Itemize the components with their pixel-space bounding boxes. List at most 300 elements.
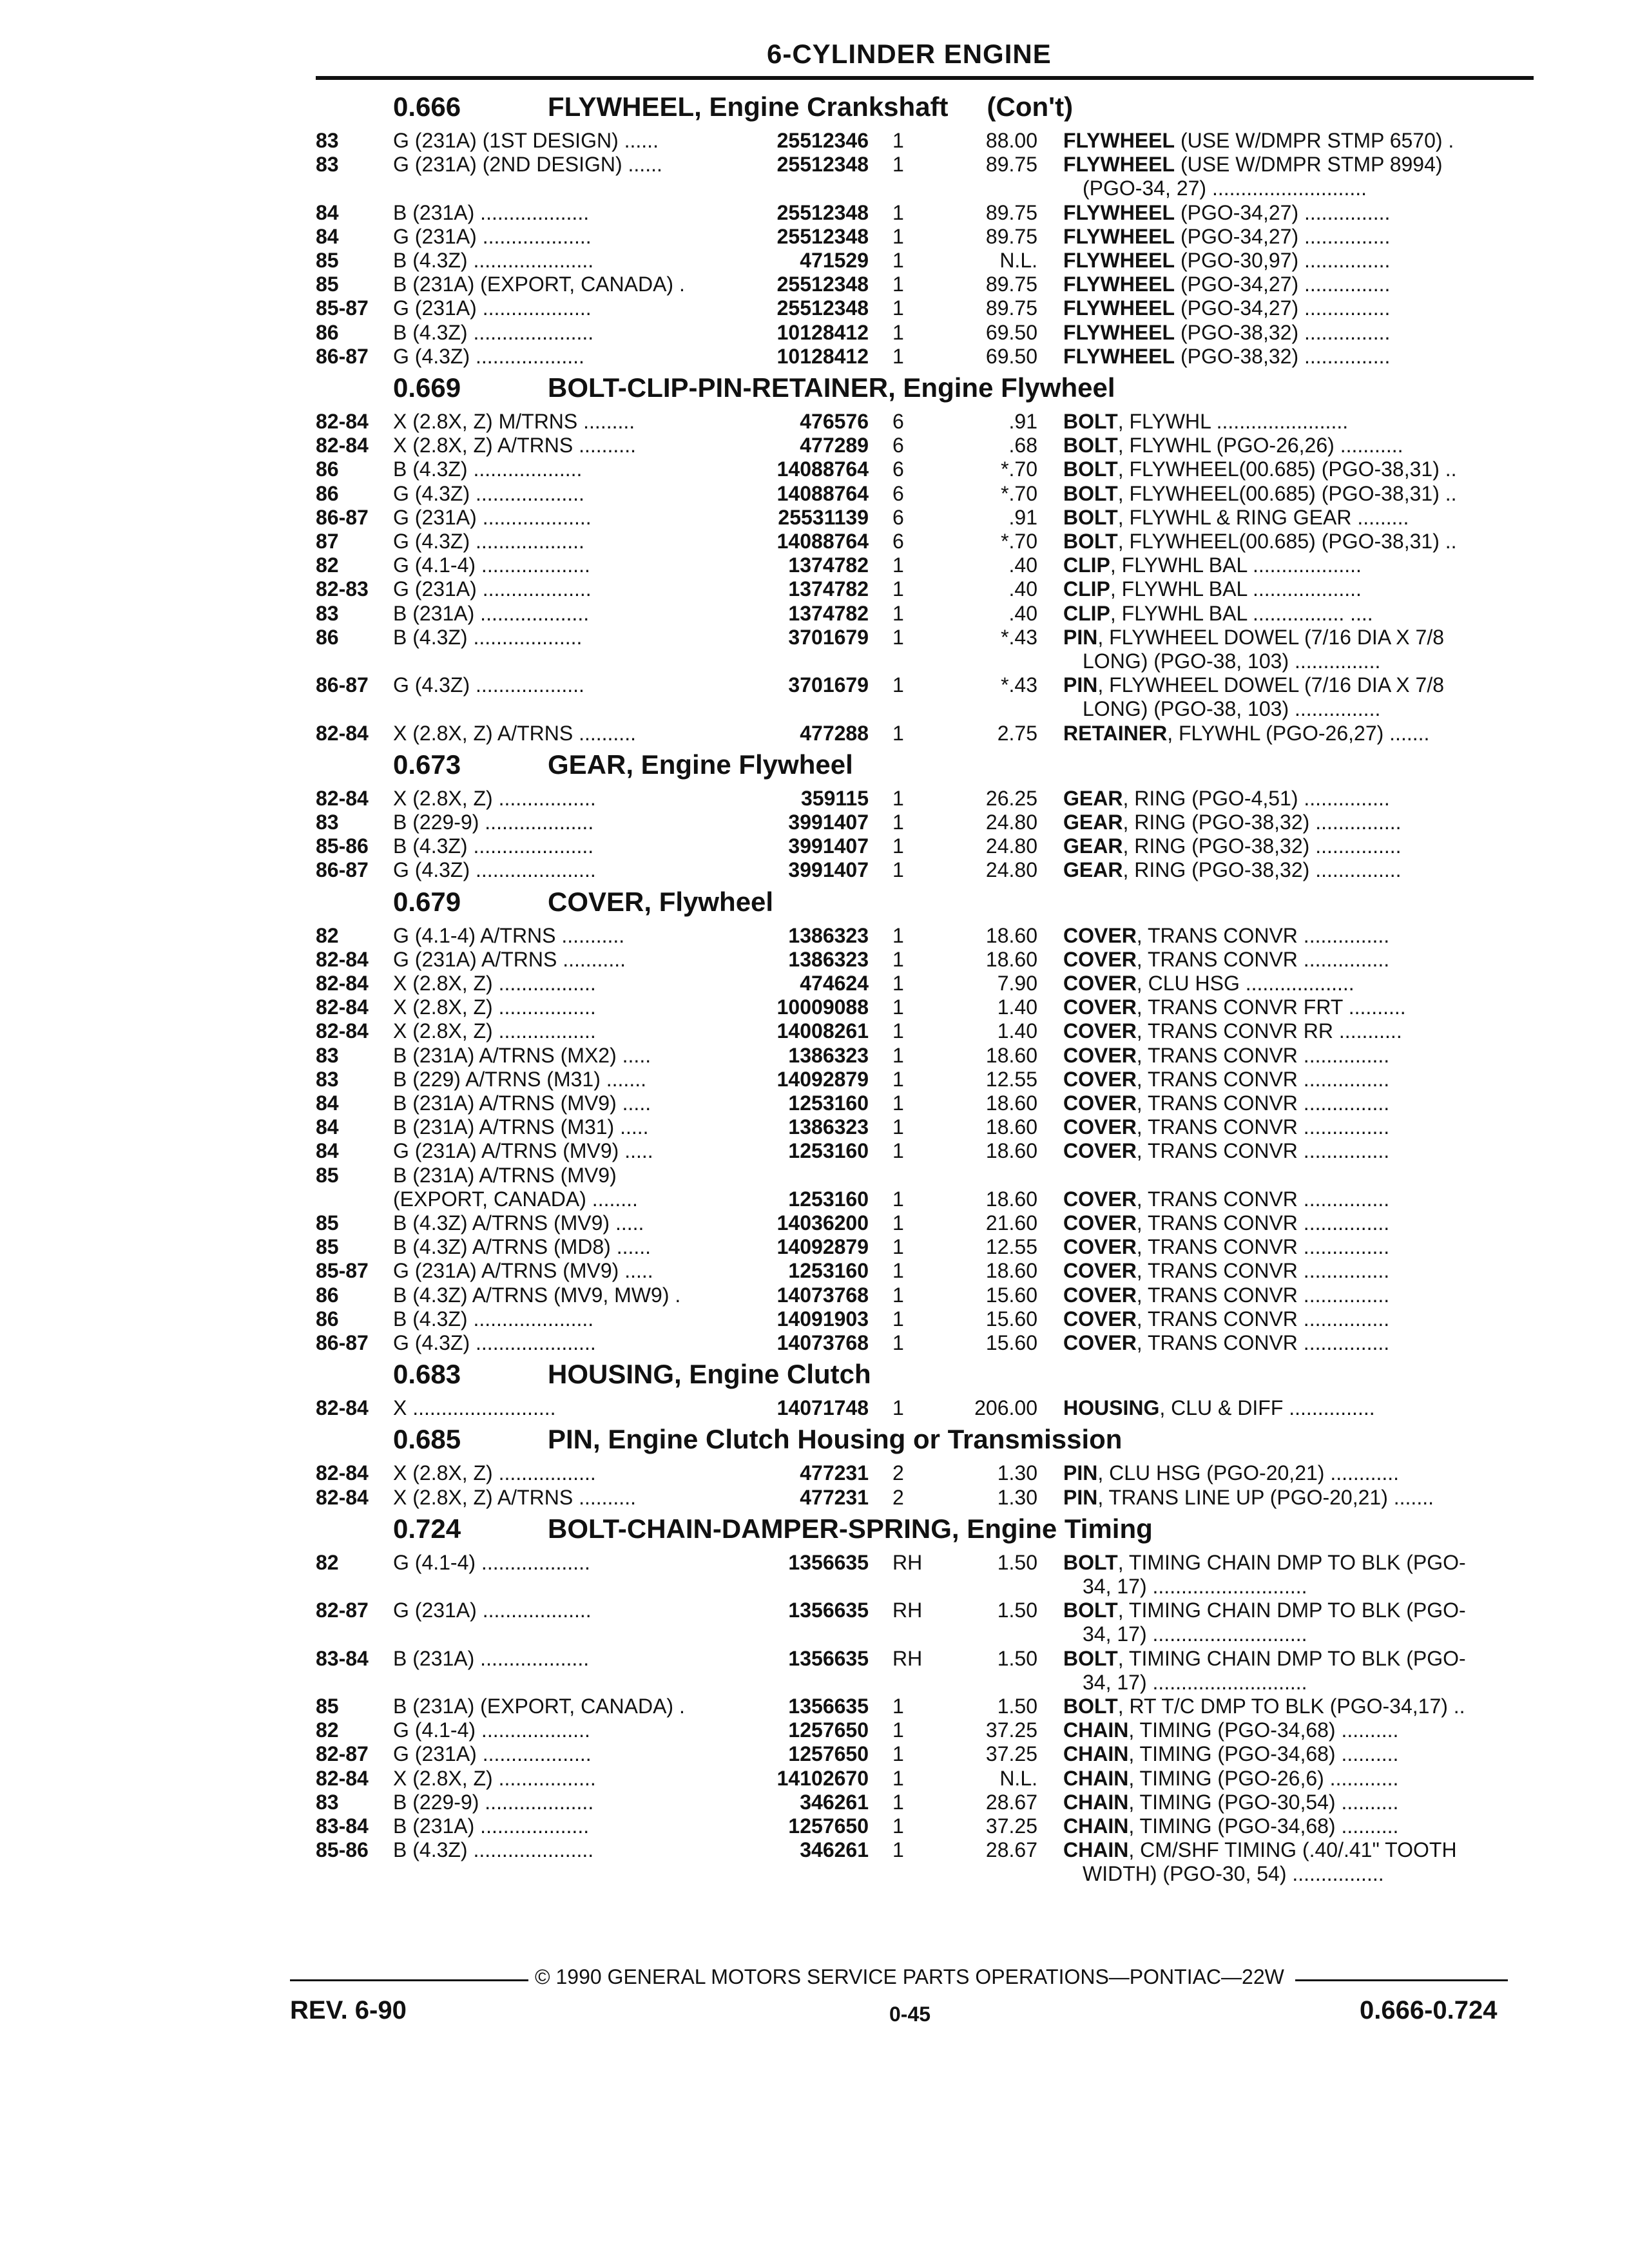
- table-row: [0, 1742, 1629, 1767]
- row-description-name: COVER: [1063, 1139, 1137, 1163]
- table-row: [0, 530, 1629, 554]
- row-description: [1063, 153, 1534, 177]
- row-price: 12.55: [985, 1067, 1037, 1091]
- table-row: [0, 1187, 1629, 1212]
- row-part-number: 471529: [800, 249, 869, 272]
- row-price: 37.25: [985, 1814, 1037, 1838]
- row-description-name: FLYWHEEL: [1063, 249, 1175, 272]
- row-description: [1063, 201, 1534, 225]
- row-price: N.L.: [999, 1766, 1037, 1790]
- row-application: X (2.8X, Z) M/TRNS .........: [393, 410, 635, 433]
- row-quantity: 1: [892, 344, 904, 368]
- row-description-name: FLYWHEEL: [1063, 344, 1175, 368]
- row-quantity: 1: [892, 1396, 904, 1420]
- row-description-detail: , TRANS CONVR ...............: [1136, 1091, 1390, 1115]
- row-part-number: 14102670: [776, 1766, 869, 1790]
- row-price: 15.60: [985, 1307, 1037, 1331]
- row-description: [1063, 1767, 1534, 1791]
- table-row: [0, 1814, 1629, 1839]
- row-application: B (231A) A/TRNS (MV9): [393, 1163, 617, 1187]
- row-part-number: 477231: [800, 1461, 869, 1485]
- row-description-detail: , CM/SHF TIMING (.40/.41" TOOTH: [1128, 1838, 1457, 1862]
- row-part-number: 1386323: [788, 947, 869, 971]
- row-years: 83-84: [316, 1814, 369, 1838]
- row-part-number: 1356635: [788, 1550, 869, 1574]
- row-quantity: 1: [892, 1235, 904, 1259]
- row-description-detail: , RT T/C DMP TO BLK (PGO-34,17) ..: [1117, 1695, 1465, 1718]
- row-price: 37.25: [985, 1742, 1037, 1766]
- row-years: 84: [316, 1091, 339, 1115]
- row-description-detail: , TRANS CONVR ...............: [1136, 1331, 1390, 1354]
- section-continued: (Con't): [987, 91, 1074, 122]
- row-quantity: 1: [892, 1043, 904, 1067]
- row-application: G (231A) (2ND DESIGN) ......: [393, 153, 662, 177]
- row-price: 89.75: [985, 200, 1037, 224]
- row-description-detail: , TIMING (PGO-34,68) ..........: [1128, 1718, 1399, 1742]
- row-description-detail: , RING (PGO-38,32) ...............: [1123, 834, 1402, 858]
- row-description-detail: , RING (PGO-38,32) ...............: [1123, 858, 1402, 882]
- row-years: 82-84: [316, 1019, 369, 1043]
- row-application: B (4.3Z) .....................: [393, 320, 594, 344]
- row-part-number: 1374782: [788, 601, 869, 625]
- row-description: [1063, 811, 1534, 834]
- row-application: G (231A) ...................: [393, 296, 592, 320]
- row-price: 1.30: [997, 1461, 1037, 1485]
- row-application: G (4.3Z) ...................: [393, 481, 584, 505]
- table-row: [0, 153, 1629, 177]
- row-years: 85: [316, 1235, 339, 1259]
- table-row: [0, 482, 1629, 506]
- row-years: 85-86: [316, 834, 369, 858]
- row-description-detail: , TIMING (PGO-26,6) ............: [1128, 1766, 1399, 1790]
- row-quantity: 2: [892, 1485, 904, 1509]
- row-application: G (4.3Z) ...................: [393, 673, 584, 697]
- section-number: 0.679: [393, 886, 461, 917]
- row-price: 21.60: [985, 1211, 1037, 1235]
- row-application: G (231A) A/TRNS ...........: [393, 947, 626, 971]
- row-quantity: 6: [892, 505, 904, 529]
- row-description-name: CHAIN: [1063, 1838, 1129, 1862]
- table-row: [0, 345, 1629, 369]
- row-part-number: 14073768: [776, 1283, 869, 1307]
- row-price: .40: [1008, 553, 1037, 577]
- row-price: 12.55: [985, 1235, 1037, 1259]
- row-application: B (231A) (EXPORT, CANADA) .: [393, 1695, 685, 1718]
- row-quantity: 1: [892, 296, 904, 320]
- row-years: 86-87: [316, 505, 369, 529]
- row-quantity: 1: [892, 1307, 904, 1331]
- row-description-detail: , TRANS CONVR RR ...........: [1136, 1019, 1402, 1043]
- row-price: 88.00: [985, 129, 1037, 152]
- row-part-number: 10009088: [776, 995, 869, 1019]
- row-application: B (231A) ...................: [393, 200, 590, 224]
- row-part-number: 1356635: [788, 1695, 869, 1718]
- table-row: [0, 410, 1629, 434]
- row-quantity: 1: [892, 1283, 904, 1307]
- row-description-name: BOLT: [1063, 410, 1118, 433]
- row-description-name: COVER: [1063, 995, 1137, 1019]
- row-description-name: COVER: [1063, 1115, 1137, 1139]
- row-quantity: 1: [892, 1331, 904, 1354]
- row-description-name: GEAR: [1063, 786, 1123, 810]
- row-description: [1063, 1235, 1534, 1259]
- row-part-number: 25512346: [776, 129, 869, 152]
- row-description-detail: (PGO-34,27) ...............: [1175, 200, 1391, 224]
- row-description: [1063, 225, 1534, 249]
- row-years: 82-87: [316, 1742, 369, 1766]
- row-years: 82-84: [316, 721, 369, 745]
- row-description-name: BOLT: [1063, 505, 1118, 529]
- row-years: 82-87: [316, 1599, 369, 1622]
- row-application: B (4.3Z) .....................: [393, 1307, 594, 1331]
- row-description: [1063, 506, 1534, 530]
- row-description: [1063, 787, 1534, 811]
- row-description-detail: , TRANS CONVR ...............: [1136, 947, 1390, 971]
- row-quantity: 6: [892, 530, 904, 553]
- row-description-name: BOLT: [1063, 530, 1118, 553]
- row-description-detail: (PGO-38,32) ...............: [1175, 344, 1391, 368]
- row-description-name: COVER: [1063, 972, 1137, 995]
- table-row: [0, 249, 1629, 273]
- row-quantity: 1: [892, 786, 904, 810]
- row-application: B (4.3Z) ...................: [393, 457, 583, 481]
- row-description-name: CHAIN: [1063, 1718, 1129, 1742]
- row-quantity: 1: [892, 320, 904, 344]
- row-part-number: 10128412: [776, 344, 869, 368]
- row-years: 82: [316, 1718, 339, 1742]
- table-row: [0, 1461, 1629, 1486]
- row-part-number: 10128412: [776, 320, 869, 344]
- row-quantity: 1: [892, 858, 904, 882]
- row-description: [1063, 553, 1534, 577]
- table-row: [0, 1019, 1629, 1044]
- row-years: 82-84: [316, 972, 369, 995]
- row-application: G (4.3Z) .....................: [393, 858, 596, 882]
- row-description-detail: , TRANS CONVR ...............: [1136, 1211, 1390, 1235]
- row-description: [1063, 1486, 1534, 1510]
- row-description-detail: , TRANS CONVR ...............: [1136, 1115, 1390, 1139]
- table-row: [0, 457, 1629, 482]
- row-description-continued: 34, 17) ...........................: [1083, 1575, 1307, 1598]
- row-part-number: 3991407: [788, 858, 869, 882]
- table-row: [0, 201, 1629, 226]
- page-header-title: 6-CYLINDER ENGINE: [767, 39, 1052, 69]
- table-row: [0, 1164, 1629, 1188]
- table-row: [0, 626, 1629, 650]
- section-heading: [393, 372, 1115, 403]
- row-description-name: BOLT: [1063, 1550, 1118, 1574]
- row-price: 18.60: [985, 1115, 1037, 1139]
- row-application: G (231A) ...................: [393, 1599, 592, 1622]
- row-description-name: FLYWHEEL: [1063, 296, 1175, 320]
- footer-rule-left: [290, 1979, 528, 1981]
- row-application: G (4.1-4) ...................: [393, 553, 590, 577]
- row-years: 85: [316, 1211, 339, 1235]
- row-years: 82-84: [316, 1766, 369, 1790]
- table-row: [0, 673, 1629, 698]
- row-price: 15.60: [985, 1283, 1037, 1307]
- table-row: [0, 129, 1629, 153]
- row-description: [1063, 1814, 1534, 1838]
- row-description-detail: , TIMING CHAIN DMP TO BLK (PGO-: [1117, 1646, 1466, 1670]
- row-description-name: BOLT: [1063, 1646, 1118, 1670]
- section-title: PIN, Engine Clutch Housing or Transmission: [548, 1424, 1123, 1455]
- table-row: [0, 1791, 1629, 1815]
- row-application: B (4.3Z) .....................: [393, 834, 594, 858]
- row-description-continued: 34, 17) ...........................: [1083, 1622, 1307, 1646]
- row-quantity: 6: [892, 410, 904, 433]
- row-quantity: 1: [892, 1695, 904, 1718]
- row-description: [1063, 948, 1534, 972]
- row-price: 89.75: [985, 273, 1037, 296]
- row-description: [1063, 530, 1534, 553]
- row-description-detail: (PGO-34,27) ...............: [1175, 296, 1391, 320]
- row-part-number: 1374782: [788, 553, 869, 577]
- row-price: 1.50: [997, 1550, 1037, 1574]
- row-part-number: 1374782: [788, 577, 869, 601]
- row-years: 82: [316, 553, 339, 577]
- row-description-detail: , TRANS CONVR ...............: [1136, 1139, 1390, 1163]
- row-description-detail: , CLU & DIFF ...............: [1159, 1396, 1375, 1420]
- row-price: 206.00: [974, 1396, 1037, 1420]
- row-quantity: 1: [892, 129, 904, 152]
- row-description-detail: , TRANS CONVR ...............: [1136, 923, 1390, 947]
- row-description-name: CLIP: [1063, 577, 1110, 601]
- row-application: G (4.1-4) ...................: [393, 1550, 590, 1574]
- row-description: [1063, 1718, 1534, 1742]
- row-description-name: COVER: [1063, 1043, 1137, 1067]
- row-description: [1063, 626, 1534, 649]
- row-application: B (231A) ...................: [393, 1646, 590, 1670]
- row-description: [1063, 457, 1534, 481]
- row-years: 82: [316, 1550, 339, 1574]
- row-application: X (2.8X, Z) .................: [393, 972, 596, 995]
- row-price: .40: [1008, 577, 1037, 601]
- table-row: [0, 602, 1629, 626]
- row-description-name: FLYWHEEL: [1063, 320, 1175, 344]
- row-part-number: 14088764: [776, 481, 869, 505]
- row-part-number: 14036200: [776, 1211, 869, 1235]
- row-years: 84: [316, 200, 339, 224]
- row-description-detail: , TRANS CONVR ...............: [1136, 1067, 1390, 1091]
- row-years: 85: [316, 249, 339, 272]
- row-quantity: 1: [892, 947, 904, 971]
- row-description-detail: , FLYWHL .......................: [1117, 410, 1349, 433]
- row-description-detail: , CLU HSG (PGO-20,21) ............: [1097, 1461, 1400, 1485]
- table-row: [0, 924, 1629, 948]
- row-description: [1063, 1461, 1534, 1485]
- row-price: 18.60: [985, 1259, 1037, 1283]
- row-description-detail: , FLYWHEEL(00.685) (PGO-38,31) ..: [1117, 481, 1457, 505]
- table-row: [0, 834, 1629, 859]
- row-application: X .........................: [393, 1396, 556, 1420]
- row-description-detail: , FLYWHL & RING GEAR .........: [1117, 505, 1409, 529]
- row-quantity: RH: [892, 1550, 923, 1574]
- footer-rule-right: [1295, 1979, 1508, 1981]
- row-description-detail: , FLYWHL BAL ...................: [1110, 553, 1362, 577]
- row-description-detail: (PGO-30,97) ...............: [1175, 249, 1391, 272]
- row-application: B (231A) A/TRNS (MX2) .....: [393, 1043, 651, 1067]
- row-description: [1063, 1647, 1534, 1671]
- row-description: [1063, 129, 1534, 153]
- row-application: G (231A) (1ST DESIGN) ......: [393, 129, 659, 152]
- row-description-name: BOLT: [1063, 1695, 1118, 1718]
- row-years: 86: [316, 457, 339, 481]
- row-description: [1063, 1187, 1534, 1211]
- table-row: [0, 1139, 1629, 1164]
- row-part-number: 3701679: [788, 625, 869, 649]
- row-application: (EXPORT, CANADA) ........: [393, 1187, 638, 1211]
- row-price: *.70: [1001, 481, 1037, 505]
- row-price: 1.40: [997, 1019, 1037, 1043]
- row-description-name: FLYWHEEL: [1063, 273, 1175, 296]
- row-application: B (4.3Z) A/TRNS (MV9) .....: [393, 1211, 644, 1235]
- table-row: [0, 1767, 1629, 1791]
- table-row: [0, 1211, 1629, 1236]
- row-quantity: 1: [892, 1067, 904, 1091]
- row-price: *.43: [1001, 625, 1037, 649]
- row-description-name: COVER: [1063, 1091, 1137, 1115]
- section-number: 0.724: [393, 1513, 461, 1544]
- row-price: 28.67: [985, 1838, 1037, 1862]
- row-application: B (231A) A/TRNS (M31) .....: [393, 1115, 649, 1139]
- row-description: [1063, 995, 1534, 1019]
- row-part-number: 1356635: [788, 1646, 869, 1670]
- row-description-detail: , FLYWHL (PGO-26,27) .......: [1167, 721, 1430, 745]
- row-description-name: CHAIN: [1063, 1814, 1129, 1838]
- row-application: B (231A) (EXPORT, CANADA) .: [393, 273, 685, 296]
- row-description-name: COVER: [1063, 1019, 1137, 1043]
- row-description-detail: , TIMING (PGO-34,68) ..........: [1128, 1742, 1399, 1766]
- row-description-name: COVER: [1063, 1187, 1137, 1211]
- row-part-number: 14092879: [776, 1067, 869, 1091]
- row-description-detail: (PGO-38,32) ...............: [1175, 320, 1391, 344]
- row-price: 89.75: [985, 224, 1037, 248]
- row-application: B (231A) ...................: [393, 601, 590, 625]
- row-description-name: PIN: [1063, 1461, 1098, 1485]
- row-price: *.43: [1001, 673, 1037, 697]
- row-description-name: PIN: [1063, 1485, 1098, 1509]
- row-quantity: 1: [892, 1211, 904, 1235]
- table-row: [0, 1599, 1629, 1623]
- row-description-name: COVER: [1063, 1211, 1137, 1235]
- section-number: 0.673: [393, 749, 461, 780]
- section-number: 0.685: [393, 1424, 461, 1455]
- row-application: G (231A) ...................: [393, 224, 592, 248]
- row-quantity: 1: [892, 1139, 904, 1163]
- row-part-number: 25512348: [776, 200, 869, 224]
- row-price: 2.75: [997, 721, 1037, 745]
- row-price: 28.67: [985, 1790, 1037, 1814]
- row-years: 82-84: [316, 434, 369, 457]
- row-price: 24.80: [985, 811, 1037, 834]
- row-quantity: 1: [892, 553, 904, 577]
- row-price: 15.60: [985, 1331, 1037, 1354]
- row-application: G (231A) A/TRNS (MV9) .....: [393, 1139, 653, 1163]
- row-years: 87: [316, 530, 339, 553]
- row-quantity: RH: [892, 1646, 923, 1670]
- row-description-detail: , RING (PGO-4,51) ...............: [1123, 786, 1390, 810]
- row-price: 1.50: [997, 1646, 1037, 1670]
- section-heading: [393, 887, 773, 918]
- row-description-name: CLIP: [1063, 601, 1110, 625]
- row-part-number: 346261: [800, 1838, 869, 1862]
- row-part-number: 3991407: [788, 834, 869, 858]
- row-description-name: FLYWHEEL: [1063, 153, 1175, 177]
- row-description: [1063, 1695, 1534, 1718]
- row-description-detail: , FLYWHL BAL ................ ....: [1110, 601, 1373, 625]
- row-part-number: 477289: [800, 434, 869, 457]
- row-description: [1063, 602, 1534, 626]
- row-part-number: 14071748: [776, 1396, 869, 1420]
- table-row: [0, 1259, 1629, 1283]
- row-description: [1063, 1019, 1534, 1043]
- row-price: 18.60: [985, 923, 1037, 947]
- row-description: [1063, 1331, 1534, 1355]
- row-description-detail: , TIMING (PGO-30,54) ..........: [1128, 1790, 1399, 1814]
- table-row: [0, 273, 1629, 297]
- row-description: [1063, 1068, 1534, 1091]
- table-row: [0, 506, 1629, 530]
- row-price: *.70: [1001, 530, 1037, 553]
- row-quantity: 1: [892, 972, 904, 995]
- row-price: 1.50: [997, 1599, 1037, 1622]
- section-title: BOLT-CLIP-PIN-RETAINER, Engine Flywheel: [548, 372, 1115, 403]
- footer-revision: REV. 6-90: [290, 1996, 407, 2024]
- row-description: [1063, 1044, 1534, 1068]
- row-years: 86: [316, 481, 339, 505]
- row-description-continued: 34, 17) ...........................: [1083, 1670, 1307, 1694]
- row-years: 83: [316, 1790, 339, 1814]
- row-part-number: 1257650: [788, 1718, 869, 1742]
- section-title: FLYWHEEL, Engine Crankshaft: [548, 91, 949, 122]
- section-heading: [393, 1514, 1153, 1544]
- row-price: .91: [1008, 505, 1037, 529]
- row-description-name: COVER: [1063, 923, 1137, 947]
- row-application: X (2.8X, Z) A/TRNS ..........: [393, 1485, 636, 1509]
- row-quantity: 1: [892, 200, 904, 224]
- row-description-name: COVER: [1063, 1259, 1137, 1283]
- section-heading: [393, 1424, 1122, 1455]
- section-heading: [393, 749, 853, 780]
- table-row: [0, 1486, 1629, 1510]
- row-description: [1063, 345, 1534, 369]
- row-application: B (4.3Z) ...................: [393, 625, 583, 649]
- row-description-name: CHAIN: [1063, 1766, 1129, 1790]
- row-years: 86: [316, 625, 339, 649]
- row-quantity: 1: [892, 153, 904, 177]
- row-quantity: 6: [892, 457, 904, 481]
- row-application: X (2.8X, Z) A/TRNS ..........: [393, 721, 636, 745]
- table-row: [0, 1283, 1629, 1308]
- row-description: [1063, 273, 1534, 296]
- row-description: [1063, 1307, 1534, 1331]
- table-row: [0, 1647, 1629, 1671]
- row-description-detail: , FLYWHL BAL ...................: [1110, 577, 1362, 601]
- row-price: 18.60: [985, 1091, 1037, 1115]
- table-row: [0, 1838, 1629, 1863]
- row-description-detail: , FLYWHL (PGO-26,26) ...........: [1117, 434, 1403, 457]
- row-quantity: 1: [892, 1718, 904, 1742]
- table-row: [0, 948, 1629, 972]
- row-years: 83: [316, 1043, 339, 1067]
- row-description: [1063, 482, 1534, 506]
- table-row: [0, 434, 1629, 458]
- row-description-name: PIN: [1063, 625, 1098, 649]
- row-description-name: GEAR: [1063, 834, 1123, 858]
- row-part-number: 346261: [800, 1790, 869, 1814]
- row-years: 85-87: [316, 296, 369, 320]
